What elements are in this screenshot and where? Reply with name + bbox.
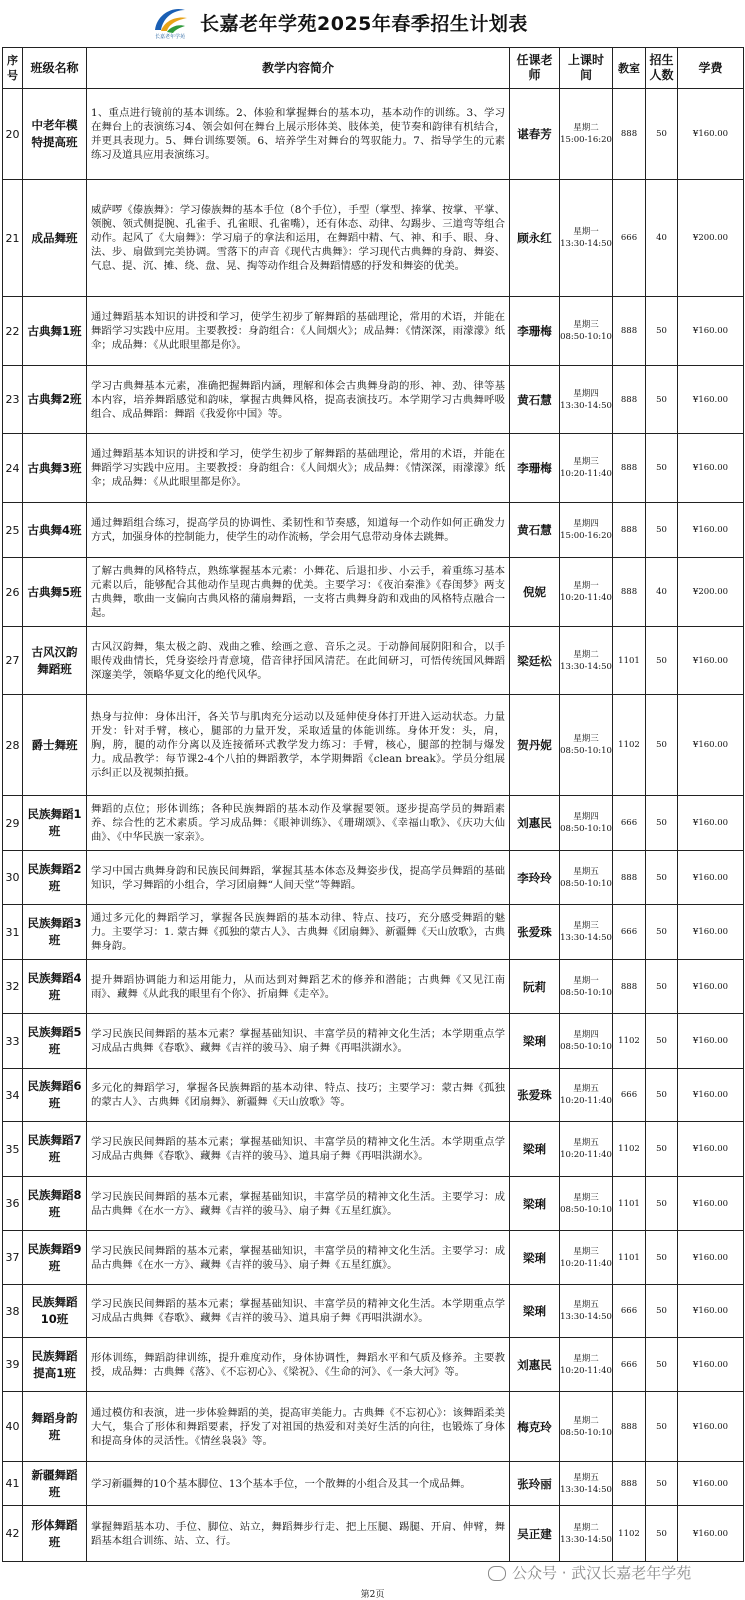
teacher-name: 吴正建 xyxy=(510,1506,560,1562)
tuition-fee: ¥160.00 xyxy=(678,1462,744,1506)
class-name: 民族舞蹈4班 xyxy=(23,960,87,1014)
row-number: 35 xyxy=(3,1122,23,1177)
class-day: 星期三 xyxy=(573,734,599,744)
col-header-class: 班级名称 xyxy=(23,48,87,89)
table-header-row xyxy=(3,48,744,89)
teacher-name: 张玲丽 xyxy=(510,1462,560,1506)
class-hours: 10:20-11:40 xyxy=(560,1365,612,1376)
table-row xyxy=(3,1014,744,1069)
row-number: 29 xyxy=(3,796,23,851)
row-number: 22 xyxy=(3,297,23,366)
classroom: 888 xyxy=(613,297,646,366)
class-hours: 13:30-14:50 xyxy=(560,239,612,249)
table-row xyxy=(3,1285,744,1338)
class-hours: 08:50-10:10 xyxy=(560,1204,612,1215)
row-number: 41 xyxy=(3,1462,23,1506)
class-name: 民族舞蹈2班 xyxy=(23,851,87,905)
class-name: 民族舞蹈10班 xyxy=(23,1285,87,1338)
enrollment-capacity: 50 xyxy=(646,1177,678,1231)
class-name: 民族舞蹈3班 xyxy=(23,905,87,960)
classroom: 888 xyxy=(613,434,646,503)
class-time xyxy=(560,1392,613,1462)
teacher-name: 倪妮 xyxy=(510,558,560,627)
tuition-fee: ¥160.00 xyxy=(678,796,744,851)
class-hours: 08:50-10:10 xyxy=(560,1042,612,1052)
enrollment-capacity: 50 xyxy=(646,503,678,558)
class-day: 星期五 xyxy=(573,1084,599,1094)
enrollment-table xyxy=(2,47,744,1562)
teacher-name: 张爱珠 xyxy=(510,905,560,960)
col-header-capacity: 招生人数 xyxy=(646,48,678,89)
class-name: 民族舞蹈6班 xyxy=(23,1069,87,1122)
classroom: 666 xyxy=(613,796,646,851)
table-row xyxy=(3,1231,744,1285)
class-time xyxy=(560,1069,613,1122)
class-name: 民族舞蹈5班 xyxy=(23,1014,87,1069)
class-hours: 08:50-10:10 xyxy=(560,987,612,998)
enrollment-capacity: 50 xyxy=(646,1014,678,1069)
tuition-fee: ¥200.00 xyxy=(678,180,744,297)
class-hours: 13:30-14:50 xyxy=(560,1312,612,1322)
course-description: 热身与拉伸：身体出汗，各关节与肌肉充分运动以及延伸使身体打开进入运动状态。力量开发：针对手臂，核心，腿部的力量开发，采取适量的体能训练。身体开发：头，肩，胸，胯，腿的动作分离以及连接循环式教学发力练习：手臂，核心，腿部的控制与爆发力。成品教学：每节课2-4个八拍的舞蹈教学，本学期舞蹈《clean break》。学员分组展示纠正以及视频拍摄。 xyxy=(87,695,510,796)
table-row xyxy=(3,1122,744,1177)
row-number: 33 xyxy=(3,1014,23,1069)
page-number: 第2页 xyxy=(360,1590,385,1600)
row-number: 34 xyxy=(3,1069,23,1122)
class-day: 星期四 xyxy=(573,1030,599,1040)
teacher-name: 梅克玲 xyxy=(510,1392,560,1462)
table-row xyxy=(3,558,744,627)
class-day: 星期四 xyxy=(573,812,599,822)
tuition-fee: ¥160.00 xyxy=(678,1338,744,1392)
row-number: 23 xyxy=(3,366,23,434)
watermark xyxy=(488,1562,691,1583)
classroom: 1102 xyxy=(613,695,646,796)
class-name: 民族舞蹈1班 xyxy=(23,796,87,851)
course-description: 1、重点进行镜前的基本训练。2、体验和掌握舞台的基本功，基本动作的训练。3、学习在舞台上的表演练习4、领会如何在舞台上展示形体美、肢体美，使节奏和韵律有机结合，并更具表现力。5、舞台训练要领。6、培养学生对舞台的驾驭能力。7、指导学生的元素练习及道具应用表演练习。 xyxy=(87,89,510,180)
row-number: 25 xyxy=(3,503,23,558)
class-name: 民族舞蹈8班 xyxy=(23,1177,87,1231)
class-day: 星期五 xyxy=(573,1300,599,1310)
class-name: 爵士舞班 xyxy=(23,695,87,796)
row-number: 30 xyxy=(3,851,23,905)
class-day: 星期二 xyxy=(573,1353,599,1364)
enrollment-capacity: 50 xyxy=(646,89,678,180)
row-number: 39 xyxy=(3,1338,23,1392)
table-row xyxy=(3,297,744,366)
tuition-fee: ¥160.00 xyxy=(678,1069,744,1122)
class-time xyxy=(560,796,613,851)
row-number: 31 xyxy=(3,905,23,960)
col-header-fee: 学费 xyxy=(678,48,744,89)
enrollment-capacity: 50 xyxy=(646,960,678,1014)
class-day: 星期三 xyxy=(573,457,599,467)
tuition-fee: ¥160.00 xyxy=(678,960,744,1014)
class-day: 星期一 xyxy=(573,227,599,237)
row-number: 40 xyxy=(3,1392,23,1462)
course-description: 学习中国古典舞身韵和民族民间舞蹈，掌握其基本体态及舞姿步伐，提高学员舞蹈的基础知识，学习舞蹈的小组合，学习团扇舞“人间天堂”等舞蹈。 xyxy=(87,851,510,905)
class-hours: 10:20-11:40 xyxy=(560,1096,612,1106)
teacher-name: 谌春芳 xyxy=(510,89,560,180)
class-time xyxy=(560,558,613,627)
enrollment-capacity: 50 xyxy=(646,1285,678,1338)
course-description: 通过舞蹈组合练习，提高学员的协调性、柔韧性和节奏感，知道每一个动作如何正确发力方式，加强身体的控制能力，使学生的动作流畅，学会用气息带动身体去跳舞。 xyxy=(87,503,510,558)
enrollment-capacity: 50 xyxy=(646,1506,678,1562)
col-header-no: 序号 xyxy=(3,48,23,89)
class-time xyxy=(560,905,613,960)
enrollment-capacity: 50 xyxy=(646,851,678,905)
class-name: 形体舞蹈班 xyxy=(23,1506,87,1562)
classroom: 888 xyxy=(613,366,646,434)
enrollment-capacity: 50 xyxy=(646,695,678,796)
class-time xyxy=(560,89,613,180)
course-description: 学习民族民间舞蹈的基本元素，掌握基础知识，丰富学员的精神文化生活。主要学习：成品古典舞《在水一方》、藏舞《吉祥的骏马》、扇子舞《五星红旗》。 xyxy=(87,1177,510,1231)
teacher-name: 李珊梅 xyxy=(510,434,560,503)
course-description: 学习民族民间舞蹈的基本元素？掌握基础知识、丰富学员的精神文化生活；本学期重点学习成品古典舞《春歌》、藏舞《吉祥的骏马》、扇子舞《再唱洪湖水》。 xyxy=(87,1014,510,1069)
row-number: 24 xyxy=(3,434,23,503)
class-time xyxy=(560,434,613,503)
enrollment-capacity: 50 xyxy=(646,1392,678,1462)
course-description: 学习民族民间舞蹈的基本元素，掌握基础知识，丰富学员的精神文化生活。主要学习：成品古典舞《在水一方》、藏舞《吉祥的骏马》、扇子舞《五星红旗》。 xyxy=(87,1231,510,1285)
teacher-name: 李珊梅 xyxy=(510,297,560,366)
class-name: 古典舞4班 xyxy=(23,503,87,558)
class-day: 星期四 xyxy=(573,519,599,529)
tuition-fee: ¥160.00 xyxy=(678,1506,744,1562)
class-day: 星期五 xyxy=(573,866,599,877)
classroom: 888 xyxy=(613,1462,646,1506)
class-time xyxy=(560,1231,613,1285)
teacher-name: 阮莉 xyxy=(510,960,560,1014)
tuition-fee: ¥200.00 xyxy=(678,558,744,627)
enrollment-capacity: 50 xyxy=(646,1462,678,1506)
teacher-name: 刘惠民 xyxy=(510,796,560,851)
class-time xyxy=(560,1462,613,1506)
class-name: 中老年模特提高班 xyxy=(23,89,87,180)
col-header-teacher: 任课老师 xyxy=(510,48,560,89)
page-header xyxy=(0,0,745,45)
teacher-name: 梁琍 xyxy=(510,1014,560,1069)
class-name: 新疆舞蹈班 xyxy=(23,1462,87,1506)
class-day: 星期二 xyxy=(573,123,599,133)
table-row xyxy=(3,1177,744,1231)
teacher-name: 梁琍 xyxy=(510,1285,560,1338)
class-hours: 13:30-14:50 xyxy=(560,661,612,672)
tuition-fee: ¥160.00 xyxy=(678,503,744,558)
row-number: 26 xyxy=(3,558,23,627)
enrollment-capacity: 50 xyxy=(646,796,678,851)
classroom: 888 xyxy=(613,89,646,180)
tuition-fee: ¥160.00 xyxy=(678,851,744,905)
class-day: 星期五 xyxy=(573,1138,599,1148)
enrollment-capacity: 50 xyxy=(646,905,678,960)
tuition-fee: ¥160.00 xyxy=(678,1392,744,1462)
table-row xyxy=(3,89,744,180)
class-day: 星期一 xyxy=(573,975,599,986)
table-row xyxy=(3,434,744,503)
class-name: 古典舞3班 xyxy=(23,434,87,503)
tuition-fee: ¥160.00 xyxy=(678,1231,744,1285)
classroom: 666 xyxy=(613,1338,646,1392)
col-header-room: 教室 xyxy=(613,48,646,89)
table-row xyxy=(3,1069,744,1122)
classroom: 1101 xyxy=(613,1231,646,1285)
course-description: 古风汉韵舞，集太极之韵、戏曲之雅、绘画之意、音乐之灵。于动静间展阴阳和合，以手眼传戏曲情长，凭身姿绘丹青意境，借音律抒国风清茫。在此间研习，可悟传统国风舞蹈深邃美学，领略华夏文化的绝代风华。 xyxy=(87,627,510,695)
course-description: 通过舞蹈基本知识的讲授和学习，使学生初步了解舞蹈的基础理论，常用的术语，并能在舞蹈学习实践中应用。主要教授：身韵组合：《人间烟火》；成品舞：《情深深，雨濛濛》纸伞；成品舞：《从此眼里都是你》。 xyxy=(87,434,510,503)
class-day: 星期四 xyxy=(573,388,599,399)
table-row xyxy=(3,1506,744,1562)
classroom: 666 xyxy=(613,180,646,297)
class-hours: 08:50-10:10 xyxy=(560,1427,612,1438)
enrollment-capacity: 50 xyxy=(646,1338,678,1392)
enrollment-capacity: 40 xyxy=(646,180,678,297)
teacher-name: 顾永红 xyxy=(510,180,560,297)
enrollment-capacity: 50 xyxy=(646,434,678,503)
class-day: 星期二 xyxy=(573,1415,599,1426)
course-description: 学习民族民间舞蹈的基本元素；掌握基础知识、丰富学员的精神文化生活。本学期重点学习成品古典舞《春歌》、藏舞《吉祥的骏马》、道具扇子舞《再唱洪湖水》。 xyxy=(87,1285,510,1338)
class-hours: 08:50-10:10 xyxy=(560,332,612,342)
tuition-fee: ¥160.00 xyxy=(678,297,744,366)
class-day: 星期二 xyxy=(573,649,599,660)
class-time xyxy=(560,1506,613,1562)
class-day: 星期三 xyxy=(573,1246,599,1257)
classroom: 666 xyxy=(613,905,646,960)
classroom: 888 xyxy=(613,1392,646,1462)
tuition-fee: ¥160.00 xyxy=(678,1122,744,1177)
class-time xyxy=(560,180,613,297)
row-number: 28 xyxy=(3,695,23,796)
course-description: 了解古典舞的风格特点，熟练掌握基本元素：小舞花、后退扣步、小云手，着重练习基本元素以后，能够配合其他动作呈现古典舞的优美。主要学习：《夜泊秦淮》《春闺梦》两支古典舞，歌曲一支偏向古典风格的蒲扇舞蹈，一支将古典舞身韵和戏曲的风格特点融合一起。 xyxy=(87,558,510,627)
table-row xyxy=(3,366,744,434)
class-time xyxy=(560,851,613,905)
table-row xyxy=(3,1392,744,1462)
classroom: 888 xyxy=(613,558,646,627)
row-number: 21 xyxy=(3,180,23,297)
classroom: 666 xyxy=(613,1069,646,1122)
course-description: 学习新疆舞的10个基本脚位、13个基本手位，一个散舞的小组合及其一个成品舞。 xyxy=(87,1462,510,1506)
class-time xyxy=(560,1338,613,1392)
classroom: 1102 xyxy=(613,1122,646,1177)
course-description: 学习民族民间舞蹈的基本元素；掌握基础知识、丰富学员的精神文化生活。本学期重点学习成品古典舞《春歌》、藏舞《吉祥的骏马》、道具扇子舞《再唱洪湖水》。 xyxy=(87,1122,510,1177)
course-description: 提升舞蹈协调能力和运用能力，从而达到对舞蹈艺术的修养和潜能；古典舞《又见江南雨》、藏舞《从此我的眼里有个你》、折扇舞《走卒》。 xyxy=(87,960,510,1014)
course-description: 通过舞蹈基本知识的讲授和学习，使学生初步了解舞蹈的基础理论，常用的术语，并能在舞蹈学习实践中应用。主要教授：身韵组合：《人间烟火》；成品舞：《情深深，雨濛濛》纸伞；成品舞：《从此眼里都是你》。 xyxy=(87,297,510,366)
table-row xyxy=(3,796,744,851)
class-name: 古风汉韵舞蹈班 xyxy=(23,627,87,695)
row-number: 27 xyxy=(3,627,23,695)
teacher-name: 李玲玲 xyxy=(510,851,560,905)
class-time xyxy=(560,695,613,796)
class-name: 成品舞班 xyxy=(23,180,87,297)
class-hours: 15:00-16:20 xyxy=(560,135,612,145)
course-description: 舞蹈的点位；形体训练；各种民族舞蹈的基本动作及掌握要领。逐步提高学员的舞蹈素养、综合性的艺术素质。学习成品舞：《眼神训练》、《珊瑚颂》、《幸福山歌》、《庆功大仙曲》、《中华民族一家亲》。 xyxy=(87,796,510,851)
row-number: 36 xyxy=(3,1177,23,1231)
course-description: 通过模仿和表演，进一步体验舞蹈的美，提高审美能力。古典舞《不忘初心》：该舞蹈柔美大气，集合了形体和舞蹈要素，抒发了对祖国的热爱和对美好生活的向往，也锻炼了身体和提高身体的灵活性。《情丝袅袅》等。 xyxy=(87,1392,510,1462)
table-row xyxy=(3,503,744,558)
tuition-fee: ¥160.00 xyxy=(678,695,744,796)
class-day: 星期五 xyxy=(573,1472,599,1483)
class-name: 古典舞2班 xyxy=(23,366,87,434)
teacher-name: 黄石慧 xyxy=(510,503,560,558)
table-row xyxy=(3,1338,744,1392)
class-hours: 15:00-16:20 xyxy=(560,531,612,541)
page-title: 长嘉老年学苑2025年春季招生计划表 xyxy=(200,13,528,35)
course-description: 通过多元化的舞蹈学习，掌握各民族舞蹈的基本动律、特点、技巧，充分感受舞蹈的魅力。主要学习：1. 蒙古舞《孤独的蒙古人》、古典舞《团扇舞》、新疆舞《天山放歌》，古典舞身韵。 xyxy=(87,905,510,960)
class-time xyxy=(560,1014,613,1069)
class-time xyxy=(560,366,613,434)
classroom: 1102 xyxy=(613,1506,646,1562)
teacher-name: 贺丹妮 xyxy=(510,695,560,796)
row-number: 42 xyxy=(3,1506,23,1562)
classroom: 888 xyxy=(613,851,646,905)
class-hours: 13:30-14:50 xyxy=(560,933,612,943)
class-time xyxy=(560,960,613,1014)
class-hours: 08:50-10:10 xyxy=(560,878,612,889)
course-description: 学习古典舞基本元素，准确把握舞蹈内涵，理解和体会古典舞身韵的形、神、劲、律等基本内容，培养舞蹈感觉和韵味，掌握古典舞风格，提高表演技巧。本学期学习古典舞呼吸组合、成品舞蹈：舞蹈《我爱你中国》等。 xyxy=(87,366,510,434)
classroom: 888 xyxy=(613,960,646,1014)
class-hours: 13:30-14:50 xyxy=(560,1484,612,1495)
class-hours: 13:30-14:50 xyxy=(560,400,612,411)
row-number: 38 xyxy=(3,1285,23,1338)
class-day: 星期二 xyxy=(573,1522,599,1533)
teacher-name: 梁廷松 xyxy=(510,627,560,695)
table-row xyxy=(3,180,744,297)
wechat-icon xyxy=(488,1566,506,1581)
watermark-text: 公众号 · 武汉长嘉老年学苑 xyxy=(512,1564,692,1582)
class-hours: 08:50-10:10 xyxy=(560,824,612,834)
course-description: 多元化的舞蹈学习，掌握各民族舞蹈的基本动律、特点、技巧；主要学习：蒙古舞《孤独的蒙古人》、古典舞《团扇舞》、新疆舞《天山放歌》等。 xyxy=(87,1069,510,1122)
class-name: 古典舞5班 xyxy=(23,558,87,627)
class-hours: 10:20-11:40 xyxy=(560,593,612,603)
classroom: 1102 xyxy=(613,1014,646,1069)
teacher-name: 黄石慧 xyxy=(510,366,560,434)
col-header-time: 上课时间 xyxy=(560,48,613,89)
class-name: 舞蹈身韵班 xyxy=(23,1392,87,1462)
enrollment-capacity: 50 xyxy=(646,297,678,366)
class-hours: 10:20-11:40 xyxy=(560,469,612,479)
class-time xyxy=(560,503,613,558)
col-header-content: 教学内容简介 xyxy=(87,48,510,89)
tuition-fee: ¥160.00 xyxy=(678,434,744,503)
course-description: 威萨啰《傣族舞》：学习傣族舞的基本手位（8个手位），手型（掌型、捧掌、按掌、平掌、领腕、领式侧提腕、孔雀手、孔雀眼、孔雀嘴），还有体态、动律、勾踢步、三道弯等组合动作。起风了《大扇舞》：学习扇子的拿法和运用，在舞蹈中精、气、神、和手、眼、身、法、步、扇做到完美协调。雪落下的声音《现代古典舞》：学习现代古典舞的身韵、舞姿、气息、提、沉、摊、绕、盘、晃、掏等动作组合及舞蹈情感的抒发和舞姿的优美。 xyxy=(87,180,510,297)
class-day: 星期三 xyxy=(573,320,599,330)
class-name: 民族舞蹈9班 xyxy=(23,1231,87,1285)
classroom: 1101 xyxy=(613,627,646,695)
class-time xyxy=(560,627,613,695)
table-row xyxy=(3,851,744,905)
class-hours: 08:50-10:10 xyxy=(560,746,612,756)
tuition-fee: ¥160.00 xyxy=(678,905,744,960)
enrollment-capacity: 50 xyxy=(646,1122,678,1177)
tuition-fee: ¥160.00 xyxy=(678,1177,744,1231)
row-number: 32 xyxy=(3,960,23,1014)
class-name: 古典舞1班 xyxy=(23,297,87,366)
class-day: 星期一 xyxy=(573,581,599,591)
classroom: 666 xyxy=(613,1285,646,1338)
tuition-fee: ¥160.00 xyxy=(678,1285,744,1338)
teacher-name: 梁琍 xyxy=(510,1177,560,1231)
table-row xyxy=(3,960,744,1014)
tuition-fee: ¥160.00 xyxy=(678,1014,744,1069)
teacher-name: 梁琍 xyxy=(510,1231,560,1285)
table-row xyxy=(3,1462,744,1506)
table-row xyxy=(3,627,744,695)
tuition-fee: ¥160.00 xyxy=(678,627,744,695)
course-description: 形体训练，舞蹈韵律训练，提升难度动作，身体协调性，舞蹈水平和气质及修养。主要教授，成品舞：古典舞《落》、《不忘初心》、《梁祝》、《生命的河》、《一条大河》等。 xyxy=(87,1338,510,1392)
class-hours: 10:20-11:40 xyxy=(560,1150,612,1160)
class-time xyxy=(560,1177,613,1231)
tuition-fee: ¥160.00 xyxy=(678,366,744,434)
enrollment-capacity: 50 xyxy=(646,1069,678,1122)
class-name: 民族舞蹈7班 xyxy=(23,1122,87,1177)
enrollment-capacity: 50 xyxy=(646,366,678,434)
teacher-name: 张爱珠 xyxy=(510,1069,560,1122)
teacher-name: 梁琍 xyxy=(510,1122,560,1177)
enrollment-capacity: 50 xyxy=(646,627,678,695)
class-day: 星期三 xyxy=(573,1192,599,1203)
classroom: 1101 xyxy=(613,1177,646,1231)
row-number: 20 xyxy=(3,89,23,180)
class-hours: 13:30-14:50 xyxy=(560,1534,612,1545)
classroom: 888 xyxy=(613,503,646,558)
enrollment-capacity: 50 xyxy=(646,1231,678,1285)
class-time xyxy=(560,1122,613,1177)
logo-text: 长嘉老年学苑 xyxy=(154,34,185,40)
class-name: 民族舞蹈提高1班 xyxy=(23,1338,87,1392)
class-day: 星期三 xyxy=(573,921,599,931)
table-row xyxy=(3,695,744,796)
class-time xyxy=(560,1285,613,1338)
teacher-name: 刘惠民 xyxy=(510,1338,560,1392)
course-description: 掌握舞蹈基本功、手位、脚位、站立，舞蹈舞步行走、把上压腿、踢腿、开肩、伸臂，舞蹈基本组合训练、站、立、行。 xyxy=(87,1506,510,1562)
table-row xyxy=(3,905,744,960)
enrollment-capacity: 40 xyxy=(646,558,678,627)
row-number: 37 xyxy=(3,1231,23,1285)
tuition-fee: ¥160.00 xyxy=(678,89,744,180)
class-time xyxy=(560,297,613,366)
class-hours: 10:20-11:40 xyxy=(560,1258,612,1269)
